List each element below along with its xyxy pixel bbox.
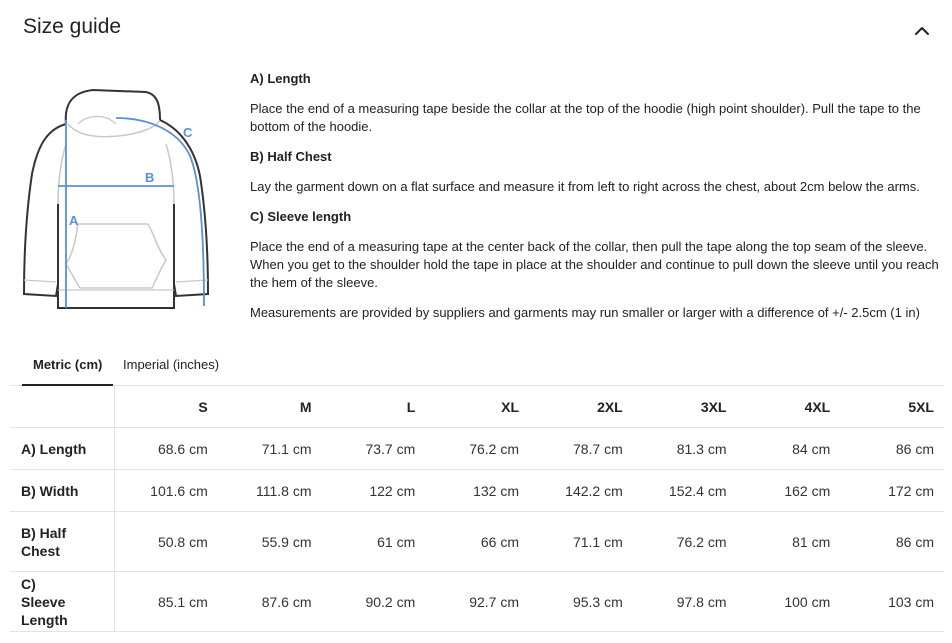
table-cell: 92.7 cm <box>425 572 529 632</box>
table-cell: 81 cm <box>737 512 841 572</box>
table-cell: 97.8 cm <box>633 572 737 632</box>
tab-imperial[interactable]: Imperial (inches) <box>123 357 220 372</box>
row-label: B) Width <box>10 470 114 512</box>
chevron-up-icon <box>911 20 933 42</box>
row-label: C) Sleeve Length <box>10 572 114 632</box>
half-chest-heading: B) Half Chest <box>250 149 332 164</box>
table-row <box>10 470 944 512</box>
table-cell: 152.4 cm <box>633 470 737 512</box>
table-cell: 86 cm <box>840 512 944 572</box>
measurement-guide <box>250 70 940 322</box>
table-cell: 85.1 cm <box>114 572 218 632</box>
table-cell: 132 cm <box>425 470 529 512</box>
sleeve-length-heading: C) Sleeve length <box>250 209 352 224</box>
table-cell: 76.2 cm <box>633 512 737 572</box>
label-b: B <box>145 170 155 185</box>
measurement-note: Measurements are provided by suppliers and garments may run smaller or larger with a difference of +/- 2.5cm (1 in) <box>250 305 920 320</box>
size-header: XL <box>425 386 529 428</box>
size-header: 4XL <box>737 386 841 428</box>
label-a: A <box>69 213 79 228</box>
size-header: M <box>218 386 322 428</box>
row-label: A) Length <box>10 428 114 470</box>
table-cell: 76.2 cm <box>425 428 529 470</box>
table-cell: 55.9 cm <box>218 512 322 572</box>
size-header: 3XL <box>633 386 737 428</box>
table-row <box>10 512 944 572</box>
table-row <box>10 428 944 470</box>
table-cell: 71.1 cm <box>218 428 322 470</box>
table-cell: 73.7 cm <box>322 428 426 470</box>
table-cell: 122 cm <box>322 470 426 512</box>
table-cell: 100 cm <box>737 572 841 632</box>
collapse-button[interactable] <box>911 20 933 42</box>
size-header: 5XL <box>840 386 944 428</box>
table-cell: 103 cm <box>840 572 944 632</box>
size-header: 2XL <box>529 386 633 428</box>
label-c: C <box>183 125 193 140</box>
table-cell: 50.8 cm <box>114 512 218 572</box>
table-cell: 90.2 cm <box>322 572 426 632</box>
length-text: Place the end of a measuring tape beside the collar at the top of the hoodie (high point shoulder). Pull the tape to the bottom of the hoodie. <box>250 101 921 134</box>
table-row <box>10 572 944 632</box>
size-table <box>10 386 944 632</box>
table-cell: 86 cm <box>840 428 944 470</box>
corner-cell <box>10 386 114 428</box>
table-cell: 101.6 cm <box>114 470 218 512</box>
table-cell: 172 cm <box>840 470 944 512</box>
table-cell: 111.8 cm <box>218 470 322 512</box>
size-header: L <box>322 386 426 428</box>
table-cell: 71.1 cm <box>529 512 633 572</box>
table-cell: 162 cm <box>737 470 841 512</box>
size-header-row <box>10 386 944 428</box>
table-cell: 81.3 cm <box>633 428 737 470</box>
table-cell: 142.2 cm <box>529 470 633 512</box>
table-cell: 61 cm <box>322 512 426 572</box>
page-title: Size guide <box>23 15 122 38</box>
table-cell: 68.6 cm <box>114 428 218 470</box>
row-label: B) Half Chest <box>10 512 114 572</box>
hoodie-measurement-diagram <box>18 84 214 314</box>
table-cell: 66 cm <box>425 512 529 572</box>
table-cell: 78.7 cm <box>529 428 633 470</box>
length-heading: A) Length <box>250 71 311 86</box>
size-header: S <box>114 386 218 428</box>
table-cell: 87.6 cm <box>218 572 322 632</box>
size-guide-header <box>23 14 933 44</box>
half-chest-text: Lay the garment down on a flat surface and measure it from left to right across the chest, about 2cm below the arms. <box>250 179 920 194</box>
table-cell: 84 cm <box>737 428 841 470</box>
sleeve-length-text: Place the end of a measuring tape at the center back of the collar, then pull the tape along the top seam of the sleeve. When you get to the shoulder hold the tape in place at the shoulder and continue to pull down the sleeve until you reach the hem of the sleeve. <box>250 239 939 290</box>
table-cell: 95.3 cm <box>529 572 633 632</box>
tab-metric[interactable]: Metric (cm) <box>22 350 113 386</box>
